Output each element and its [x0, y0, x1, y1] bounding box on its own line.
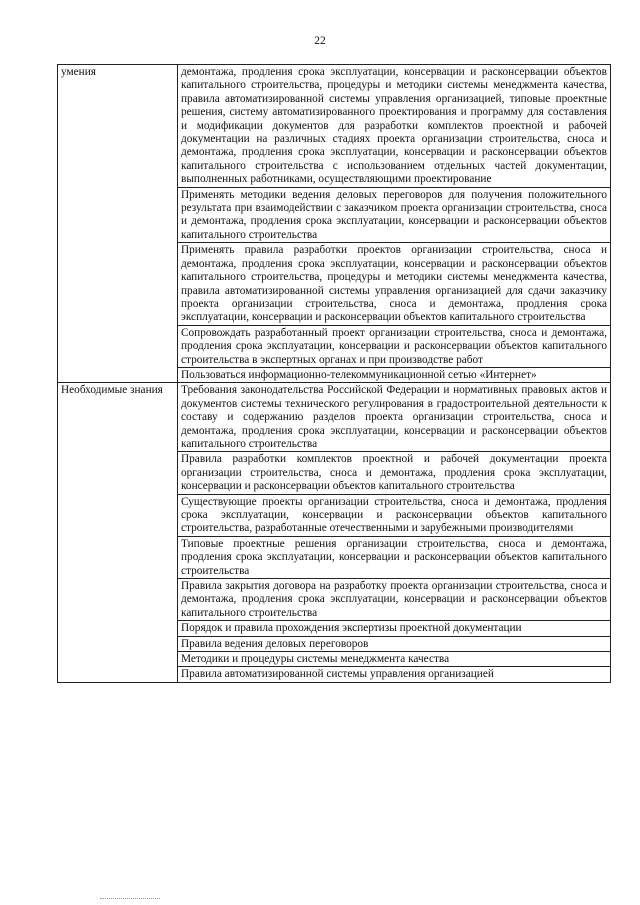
requirement-cell: Пользоваться информационно-телекоммуникационной сетью «Интернет» — [178, 367, 611, 382]
requirement-cell: Порядок и правила прохождения экспертизы проектной документации — [178, 621, 611, 636]
requirement-cell: Методики и процедуры системы менеджмента качества — [178, 652, 611, 667]
section-label: Необходимые знания — [58, 383, 178, 683]
scan-edge-mark — [100, 898, 160, 899]
requirement-cell: Правила разработки комплектов проектной и рабочей документации проекта организации строительства, сноса и демонтажа, продления срока эксплуатации, консервации и расконсервации объектов капитального строительства — [178, 452, 611, 494]
page-number: 22 — [314, 35, 326, 47]
requirement-cell: Применять правила разработки проектов организации строительства, сноса и демонтажа, продления срока эксплуатации, консервации и расконсервации объектов капитального строительства, процедуры и методики системы менеджмента качества, правила автоматизированной системы управления организацией для сдачи заказчику проекта организации строительства, сноса и демонтажа, продления срока эксплуатации, консервации и расконсервации объектов капитального строительства — [178, 243, 611, 325]
requirement-cell: Требования законодательства Российской Федерации и нормативных правовых актов и документов системы технического регулирования в градостроительной деятельности к составу и содержанию разделов проекта организации строительства, сноса и демонтажа, продления срока эксплуатации, консервации и расконсервации объектов капитального строительства — [178, 383, 611, 452]
requirement-cell: демонтажа, продления срока эксплуатации, консервации и расконсервации объектов капитального строительства, процедуры и методики системы менеджмента качества, правила автоматизированной системы управления организацией, типовые проектные решения, систему автоматизированного проектирования и программу для составления и модификации документов для разработки комплектов проектной и рабочей документации на различных стадиях проекта организации строительства, сноса и демонтажа, продления срока эксплуатации, консервации и расконсервации объектов капитального строительства с использованием отдельных частей документации, выполненных работниками, осуществляющими проектирование — [178, 65, 611, 188]
requirement-cell: Правила закрытия договора на разработку проекта организации строительства, сноса и демонтажа, продления срока эксплуатации, консервации и расконсервации объектов капитального строительства — [178, 579, 611, 621]
requirement-cell: Существующие проекты организации строительства, сноса и демонтажа, продления срока эксплуатации, консервации и расконсервации объектов капитального строительства, разработанные отечественными и зарубежными производителями — [178, 494, 611, 536]
table-row — [58, 383, 611, 452]
section-label: умения — [58, 65, 178, 383]
requirement-cell: Правила ведения деловых переговоров — [178, 636, 611, 651]
requirements-table — [57, 64, 611, 683]
requirement-cell: Правила автоматизированной системы управления организацией — [178, 667, 611, 682]
requirement-cell: Типовые проектные решения организации строительства, сноса и демонтажа, продления срока эксплуатации, консервации и расконсервации объектов капитального строительства — [178, 536, 611, 578]
requirement-cell: Сопровождать разработанный проект организации строительства, сноса и демонтажа, продления срока эксплуатации, консервации и расконсервации объектов капитального строительства в экспертных органах и при производстве работ — [178, 325, 611, 367]
requirement-cell: Применять методики ведения деловых переговоров для получения положительного результата при взаимодействии с заказчиком проекта организации строительства, сноса и демонтажа, продления срока эксплуатации, консервации и расконсервации объектов капитального строительства — [178, 187, 611, 243]
table-row — [58, 65, 611, 188]
